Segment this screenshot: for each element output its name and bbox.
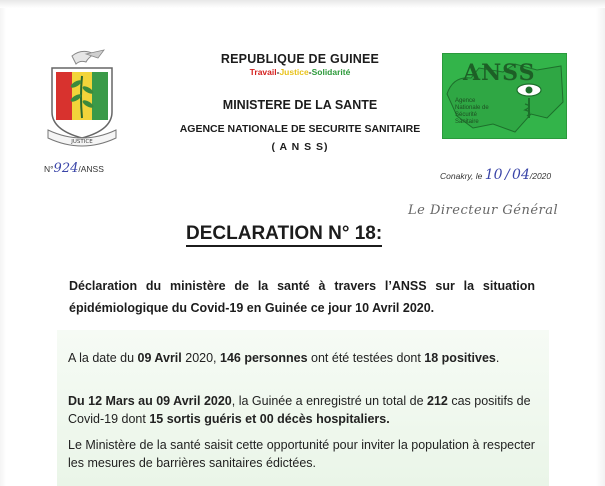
agency-acronym: ( A N S S) (271, 141, 329, 153)
declaration-title: DECLARATION N° 18: (186, 223, 382, 247)
reference-prefix: N° (44, 164, 54, 174)
national-motto (170, 67, 430, 77)
anss-subtitle-line: Sanitaire (455, 119, 479, 125)
agency-heading: AGENCE NATIONALE DE SECURITE SANITAIRE (179, 123, 421, 135)
paragraph-totals (68, 393, 540, 428)
anss-logo-subtitle (455, 98, 489, 126)
reference-handwritten-number: 924 (53, 161, 79, 176)
guinea-coat-of-arms-icon (42, 46, 122, 156)
anss-subtitle-line: Sécurité (455, 112, 478, 118)
date-separator: / (504, 167, 510, 183)
text-run: , la Guinée a enregistré un total de (231, 394, 428, 408)
text-bold: 18 positives (424, 351, 496, 365)
date-year: /2020 (529, 171, 552, 181)
republic-heading: REPUBLIQUE DE GUINEE (220, 52, 380, 66)
text-bold: 09 Avril (137, 351, 182, 365)
text-bold: Du 12 Mars au 09 Avril 2020 (68, 394, 232, 408)
reference-number (44, 161, 104, 176)
motto-separator: - (276, 67, 280, 77)
text-bold: 146 personnes (220, 351, 308, 365)
text-run: 2020, (181, 351, 220, 365)
anss-subtitle-line: Nationale de (455, 105, 489, 111)
text-run: ont été testées dont (307, 351, 425, 365)
text-run: . (495, 351, 500, 365)
paragraph-advice: Le Ministère de la santé saisit cette opportunité pour inviter la population à respecter les mesures de barrières sanitaires édictées. (68, 438, 535, 470)
motto-work: Travail (249, 67, 277, 77)
text-run: cas positifs de Covid-19 dont (68, 394, 531, 426)
anss-subtitle-line: Agence (455, 98, 476, 104)
svg-text:JUSTICE: JUSTICE (71, 139, 93, 145)
reference-suffix: /ANSS (78, 164, 104, 174)
text-bold: 15 sortis guéris et 00 décès hospitaliers. (149, 411, 390, 426)
motto-solidarity: Solidarité (311, 67, 351, 77)
date-prefix: Conakry, le (440, 171, 483, 181)
anss-logo (442, 53, 567, 139)
declaration-intro: Déclaration du ministère de la santé à travers l’ANSS sur la situation épidémiologique du Covid-19 en Guinée ce jour 10 Avril 2020. (69, 279, 535, 315)
ministry-heading: MINISTERE DE LA SANTE (222, 98, 378, 112)
motto-justice: Justice (279, 67, 309, 77)
motto-separator: - (308, 67, 312, 77)
scan-edge (0, 0, 605, 8)
text-bold: 212 (427, 394, 448, 408)
document-date (440, 167, 551, 183)
anss-logo-name: ANSS (463, 60, 536, 86)
director-stamp: Le Directeur Général (408, 203, 559, 218)
date-day: 10 (484, 167, 503, 183)
date-month: 04 (512, 167, 530, 183)
text-run: A la date du (68, 351, 138, 365)
paragraph-tests (68, 350, 540, 368)
